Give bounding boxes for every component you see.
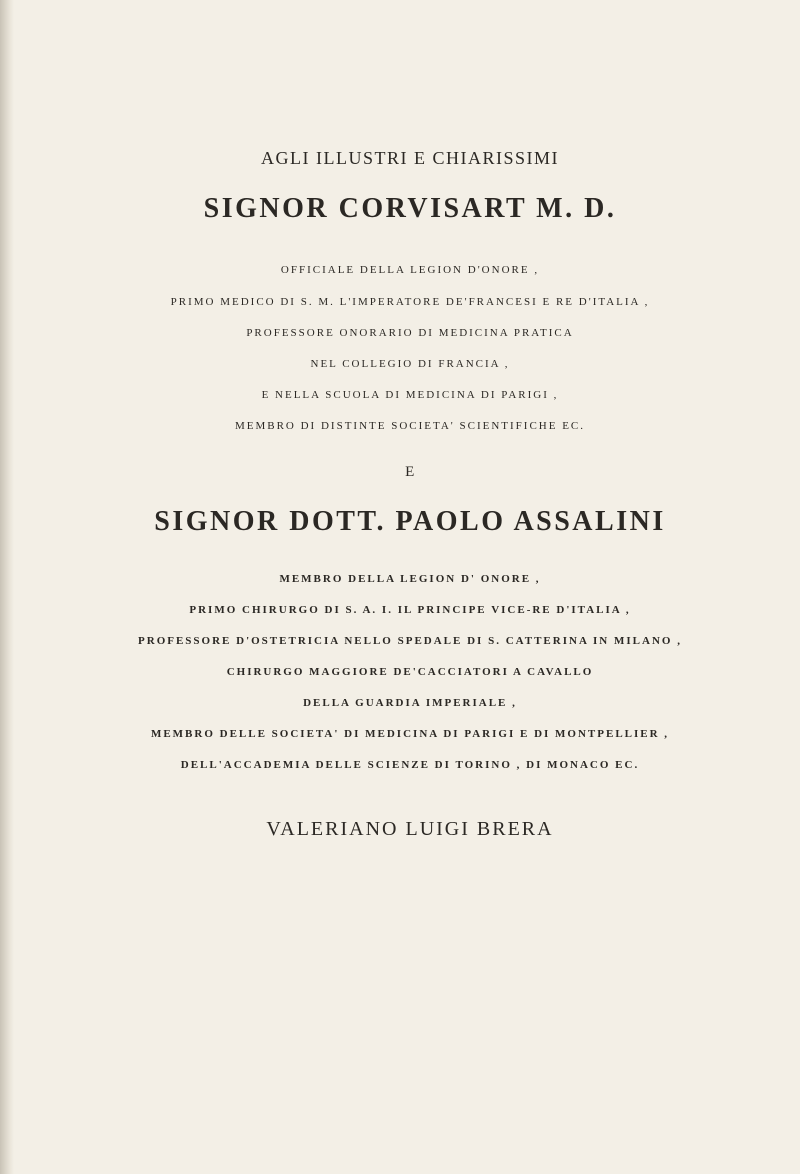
second-honoree-title: CHIRURGO MAGGIORE DE'CACCIATORI A CAVALLO bbox=[226, 666, 594, 678]
second-honoree-name: SIGNOR DOTT. PAOLO ASSALINI bbox=[154, 506, 666, 537]
first-honoree-title: PROFESSORE ONORARIO DI MEDICINA PRATICA bbox=[246, 327, 574, 339]
first-honoree-title: E NELLA SCUOLA DI MEDICINA DI PARIGI , bbox=[261, 389, 559, 401]
first-honoree-title: NEL COLLEGIO DI FRANCIA , bbox=[310, 358, 510, 370]
author-signature: VALERIANO LUIGI BRERA bbox=[266, 818, 554, 840]
conjunction: E bbox=[405, 464, 415, 480]
second-honoree-title: DELLA GUARDIA IMPERIALE , bbox=[303, 697, 517, 709]
second-honoree-title: MEMBRO DELLE SOCIETA' DI MEDICINA DI PARIGI E DI MONTPELLIER , bbox=[150, 728, 670, 740]
second-honoree-title: PROFESSORE D'OSTETRICIA NELLO SPEDALE DI S. CATTERINA IN MILANO , bbox=[138, 635, 682, 647]
second-honoree-title: PRIMO CHIRURGO DI S. A. I. IL PRINCIPE VICE-RE D'ITALIA , bbox=[189, 604, 631, 616]
first-honoree-title: MEMBRO DI DISTINTE SOCIETA' SCIENTIFICHE EC. bbox=[234, 420, 586, 432]
first-honoree-title: PRIMO MEDICO DI S. M. L'IMPERATORE DE'FRANCESI E RE D'ITALIA , bbox=[170, 296, 650, 308]
first-honoree-title: OFFICIALE DELLA LEGION D'ONORE , bbox=[280, 264, 540, 276]
dedication-opening: AGLI ILLUSTRI E CHIARISSIMI bbox=[261, 148, 559, 168]
second-honoree-title: MEMBRO DELLA LEGION D' ONORE , bbox=[279, 573, 541, 585]
second-honoree-title: DELL'ACCADEMIA DELLE SCIENZE DI TORINO , DI MONACO EC. bbox=[180, 759, 640, 771]
first-honoree-name: SIGNOR CORVISART M. D. bbox=[203, 193, 617, 224]
